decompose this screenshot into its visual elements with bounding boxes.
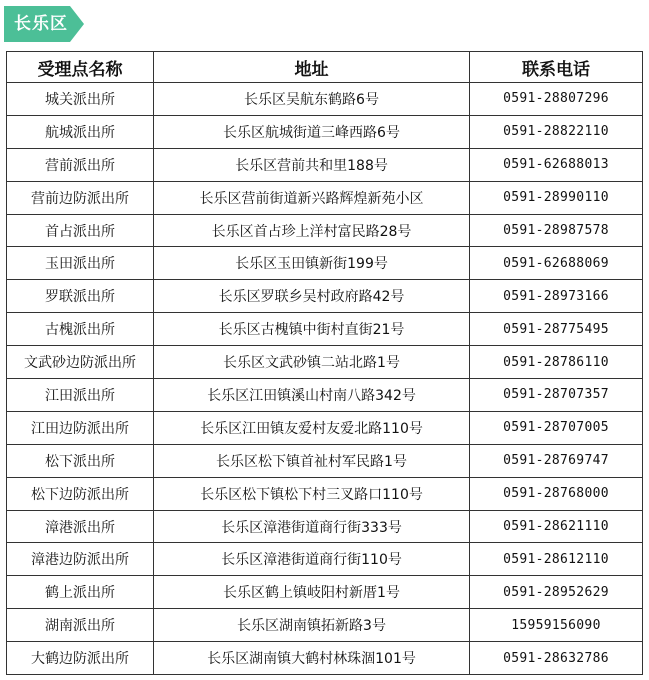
station-name-cell: 古槐派出所 — [7, 313, 154, 346]
station-name-cell: 漳港派出所 — [7, 510, 154, 543]
table-row — [7, 510, 643, 543]
table-row — [7, 346, 643, 379]
table-row — [7, 280, 643, 313]
phone-cell: 0591-28707005 — [470, 411, 643, 444]
address-cell: 长乐区松下镇松下村三叉路口110号 — [154, 477, 470, 510]
header-station-name: 受理点名称 — [7, 52, 154, 83]
phone-cell: 0591-28987578 — [470, 214, 643, 247]
header-address: 地址 — [154, 52, 470, 83]
phone-cell: 15959156090 — [470, 609, 643, 642]
station-name-cell: 城关派出所 — [7, 83, 154, 116]
table-row — [7, 477, 643, 510]
station-name-cell: 首占派出所 — [7, 214, 154, 247]
station-name-cell: 松下派出所 — [7, 444, 154, 477]
address-cell: 长乐区吴航东鹤路6号 — [154, 83, 470, 116]
station-name-cell: 江田边防派出所 — [7, 411, 154, 444]
station-name-cell: 鹤上派出所 — [7, 576, 154, 609]
table-row — [7, 313, 643, 346]
district-tag — [4, 6, 84, 42]
phone-cell: 0591-62688013 — [470, 148, 643, 181]
phone-cell: 0591-62688069 — [470, 247, 643, 280]
address-cell: 长乐区首占珍上洋村富民路28号 — [154, 214, 470, 247]
table-row — [7, 214, 643, 247]
district-tag-label: 长乐区 — [14, 14, 68, 34]
phone-cell: 0591-28786110 — [470, 346, 643, 379]
station-name-cell: 松下边防派出所 — [7, 477, 154, 510]
address-cell: 长乐区营前共和里188号 — [154, 148, 470, 181]
address-cell: 长乐区航城街道三峰西路6号 — [154, 115, 470, 148]
phone-cell: 0591-28768000 — [470, 477, 643, 510]
address-cell: 长乐区营前街道新兴路辉煌新苑小区 — [154, 181, 470, 214]
table-row — [7, 411, 643, 444]
address-cell: 长乐区罗联乡吴村政府路42号 — [154, 280, 470, 313]
table-row — [7, 576, 643, 609]
address-cell: 长乐区漳港街道商行街333号 — [154, 510, 470, 543]
phone-cell: 0591-28632786 — [470, 642, 643, 675]
address-cell: 长乐区湖南镇大鹤村林珠涸101号 — [154, 642, 470, 675]
station-name-cell: 文武砂边防派出所 — [7, 346, 154, 379]
address-cell: 长乐区鹤上镇岐阳村新厝1号 — [154, 576, 470, 609]
station-name-cell: 湖南派出所 — [7, 609, 154, 642]
phone-cell: 0591-28973166 — [470, 280, 643, 313]
table-row — [7, 148, 643, 181]
table-row — [7, 609, 643, 642]
station-name-cell: 大鹤边防派出所 — [7, 642, 154, 675]
phone-cell: 0591-28707357 — [470, 379, 643, 412]
phone-cell: 0591-28807296 — [470, 83, 643, 116]
station-name-cell: 罗联派出所 — [7, 280, 154, 313]
address-cell: 长乐区文武砂镇二站北路1号 — [154, 346, 470, 379]
table-row — [7, 247, 643, 280]
station-name-cell: 营前派出所 — [7, 148, 154, 181]
header-phone: 联系电话 — [470, 52, 643, 83]
address-cell: 长乐区江田镇友爱村友爱北路110号 — [154, 411, 470, 444]
phone-cell: 0591-28952629 — [470, 576, 643, 609]
table-header-row — [7, 52, 643, 83]
address-cell: 长乐区湖南镇拓新路3号 — [154, 609, 470, 642]
station-name-cell: 江田派出所 — [7, 379, 154, 412]
address-cell: 长乐区江田镇溪山村南八路342号 — [154, 379, 470, 412]
police-station-table — [6, 51, 643, 675]
station-name-cell: 漳港边防派出所 — [7, 543, 154, 576]
phone-cell: 0591-28769747 — [470, 444, 643, 477]
address-cell: 长乐区漳港街道商行街110号 — [154, 543, 470, 576]
address-cell: 长乐区松下镇首祉村军民路1号 — [154, 444, 470, 477]
phone-cell: 0591-28612110 — [470, 543, 643, 576]
table-row — [7, 642, 643, 675]
table-row — [7, 444, 643, 477]
station-name-cell: 营前边防派出所 — [7, 181, 154, 214]
station-name-cell: 航城派出所 — [7, 115, 154, 148]
phone-cell: 0591-28822110 — [470, 115, 643, 148]
phone-cell: 0591-28621110 — [470, 510, 643, 543]
address-cell: 长乐区古槐镇中街村直街21号 — [154, 313, 470, 346]
table-row — [7, 181, 643, 214]
table-row — [7, 543, 643, 576]
table-row — [7, 115, 643, 148]
phone-cell: 0591-28990110 — [470, 181, 643, 214]
station-name-cell: 玉田派出所 — [7, 247, 154, 280]
phone-cell: 0591-28775495 — [470, 313, 643, 346]
table-row — [7, 379, 643, 412]
address-cell: 长乐区玉田镇新街199号 — [154, 247, 470, 280]
table-row — [7, 83, 643, 116]
table-body — [7, 83, 643, 675]
